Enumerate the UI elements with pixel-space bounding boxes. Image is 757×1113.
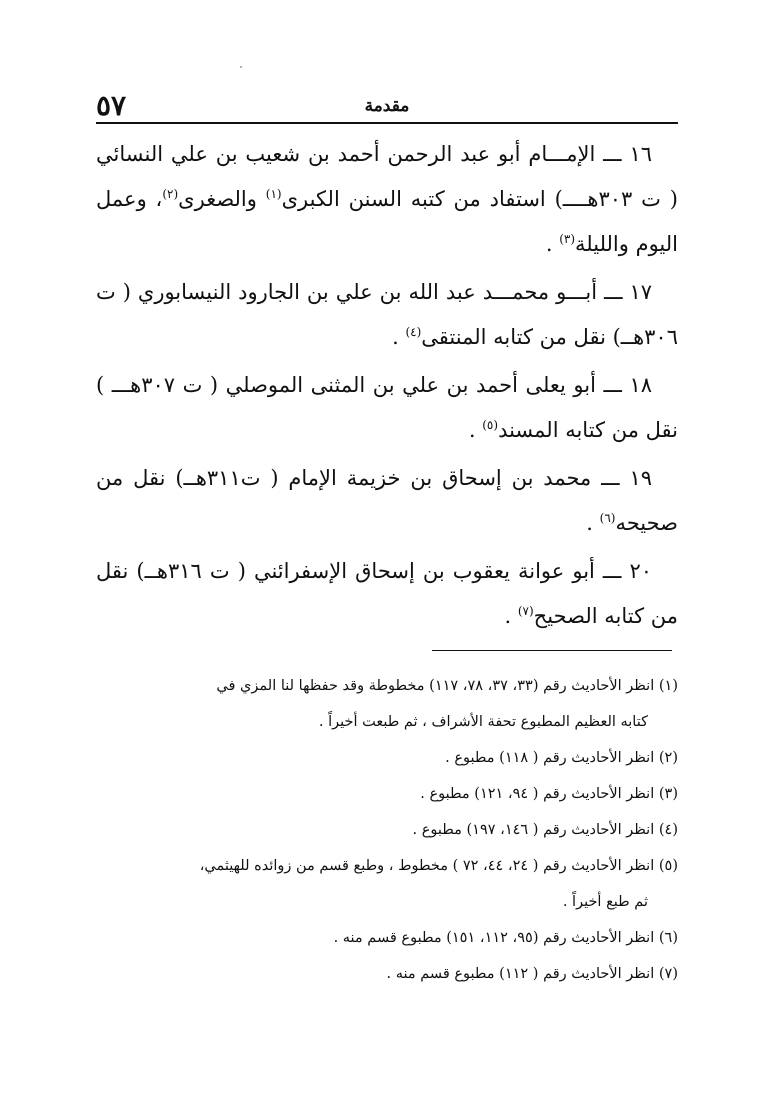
footnote-ref: (١) — [265, 187, 282, 201]
page-header — [96, 90, 678, 122]
footnote-separator — [432, 650, 672, 651]
footnotes — [96, 668, 678, 992]
footnote-text-continued: كتابه العظيم المطبوع تحفة الأشراف ، ثم طبعت أخيراً . — [318, 714, 648, 730]
footnote-1 — [96, 668, 678, 740]
entry-16 — [96, 132, 678, 267]
footnote-text: (٦) انظر الأحاديث رقم (٩٥، ١١٢، ١٥١) مطبوع قسم منه . — [333, 930, 678, 946]
entry-text: ١٨ ـــ أبو يعلى أحمد بن علي بن المثنى الموصلي ( ت ٣٠٧هـــ ) نقل من كتابه المسند — [96, 373, 678, 442]
footnote-ref: (٤) — [405, 325, 422, 339]
entry-text: ١٦ ـــ الإمـــام أبو عبد الرحمن أحمد بن شعيب بن علي النسائي ( ت ٣٠٣هــــ) استفاد من كتبه السنن الكبرى — [96, 142, 678, 211]
entry-text: ٢٠ ـــ أبو عوانة يعقوب بن إسحاق الإسفرائني ( ت ٣١٦هــ) نقل من كتابه الصحيح — [96, 559, 678, 628]
footnote-ref: (٣) — [559, 232, 576, 246]
entry-text: والصغرى — [178, 187, 266, 211]
footnote-text: (٤) انظر الأحاديث رقم ( ١٤٦، ١٩٧) مطبوع . — [412, 822, 678, 838]
entry-text: ١٧ ـــ أبـــو محمـــد عبد الله بن علي بن الجارود النيسابوري ( ت ٣٠٦هــ) نقل من كتابه المنتقى — [96, 280, 678, 349]
print-speck — [240, 66, 242, 68]
entry-text: . — [545, 232, 560, 256]
footnote-ref: (٦) — [599, 511, 616, 525]
footnote-5 — [96, 848, 678, 920]
entry-text: . — [586, 511, 600, 535]
footnote-text-continued: ثم طبع أخيراً . — [562, 894, 648, 910]
page-title: مقدمة — [364, 96, 410, 116]
footnote-ref: (٧) — [517, 604, 534, 618]
entry-text: ، وعمل اليوم والليلة — [96, 187, 678, 256]
page-number: ٥٧ — [96, 89, 127, 122]
header-rule — [96, 122, 678, 124]
footnote-text: (٥) انظر الأحاديث رقم ( ٢٤، ٤٤، ٧٢ ) مخطوط ، وطبع قسم من زوائده للهيثمي، — [199, 858, 678, 874]
entry-text: ١٩ ـــ محمد بن إسحاق بن خزيمة الإمام ( ت٣١١هــ) نقل من صحيحه — [96, 466, 678, 535]
footnote-text: (١) انظر الأحاديث رقم (٣٣، ٣٧، ٧٨، ١١٧) مخطوطة وقد حفظها لنا المزي في — [216, 678, 678, 694]
entry-17 — [96, 270, 678, 360]
footnote-3 — [96, 776, 678, 812]
main-text — [96, 132, 678, 639]
footnote-2 — [96, 740, 678, 776]
entry-text: . — [504, 604, 518, 628]
entry-text: . — [392, 325, 406, 349]
entry-19 — [96, 456, 678, 546]
entry-18 — [96, 363, 678, 453]
footnote-text: (٣) انظر الأحاديث رقم ( ٩٤، ١٢١) مطبوع . — [420, 786, 678, 802]
footnote-6 — [96, 920, 678, 956]
entry-20 — [96, 549, 678, 639]
entry-text: . — [468, 418, 483, 442]
footnote-7 — [96, 956, 678, 992]
footnote-ref: (٥) — [482, 418, 499, 432]
footnote-ref: (٢) — [162, 187, 179, 201]
footnote-text: (٧) انظر الأحاديث رقم ( ١١٢) مطبوع قسم منه . — [386, 966, 678, 982]
footnote-text: (٢) انظر الأحاديث رقم ( ١١٨) مطبوع . — [445, 750, 678, 766]
footnote-4 — [96, 812, 678, 848]
